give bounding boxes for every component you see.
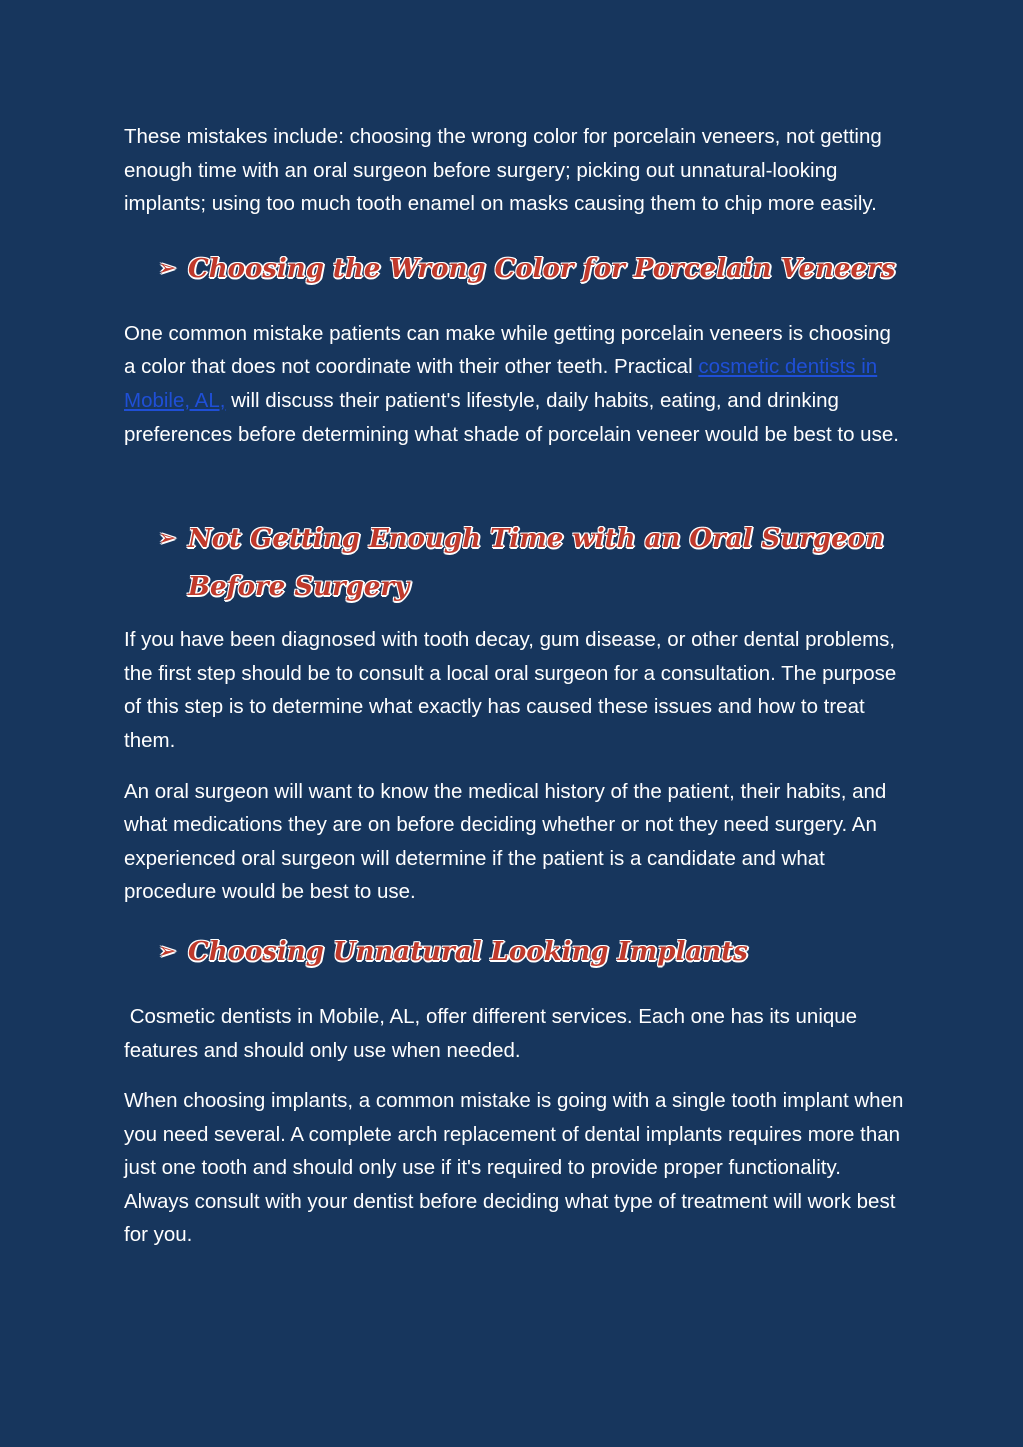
section-heading-text: Choosing the Wrong Color for Porcelain Veneers	[188, 253, 896, 284]
oral-surgeon-paragraph-2: An oral surgeon will want to know the medical history of the patient, their habits, and what medications they are on before deciding whether or not they need surgery. An experienced oral surgeon will determine if the patient is a candidate and what procedure would be best to use.	[124, 779, 887, 904]
section-heading-oral-surgeon	[124, 515, 904, 611]
arrow-bullet-icon: ➢	[158, 255, 177, 281]
oral-surgeon-paragraph-1: If you have been diagnosed with tooth decay, gum disease, or other dental problems, the first step should be to consult a local oral surgeon for a consultation. The purpose of this step is to determine what exactly has caused these issues and how to treat them.	[124, 628, 897, 752]
veneers-paragraph	[124, 317, 904, 451]
paragraph-text: One common mistake patients can make while getting porcelain veneers is choosing a color that does not coordinate with their other teeth. Practical	[124, 321, 891, 379]
section-heading-text: Choosing Unnatural Looking Implants	[188, 936, 748, 967]
implants-paragraph-2: When choosing implants, a common mistake is going with a single tooth implant when you need several. A complete arch replacement of dental implants requires more than just one tooth and should only use if it's required to provide proper functionality. Always consult with your dentist before deciding what type of treatment will work best for you.	[124, 1089, 904, 1247]
document-content	[124, 120, 904, 1252]
implants-paragraph-1: Cosmetic dentists in Mobile, AL, offer different services. Each one has its unique features and should only use when needed.	[124, 1004, 863, 1062]
section-heading-wrong-color	[124, 245, 904, 293]
cosmetic-dentists-link[interactable]: cosmetic dentists in Mobile, AL,	[124, 355, 878, 412]
arrow-bullet-icon: ➢	[158, 938, 177, 964]
intro-paragraph: These mistakes include: choosing the wrong color for porcelain veneers, not getting enough time with an oral surgeon before surgery; picking out unnatural-looking implants; using too much tooth enamel on masks causing them to chip more easily.	[124, 125, 882, 216]
paragraph-text: will discuss their patient's lifestyle, daily habits, eating, and drinking preferences before determining what shade of porcelain veneer would be best to use.	[124, 388, 899, 446]
section-heading-implants	[124, 928, 904, 976]
arrow-bullet-icon: ➢	[158, 526, 177, 552]
section-heading-text: Not Getting Enough Time with an Oral Surgeon Before Surgery	[188, 524, 884, 603]
